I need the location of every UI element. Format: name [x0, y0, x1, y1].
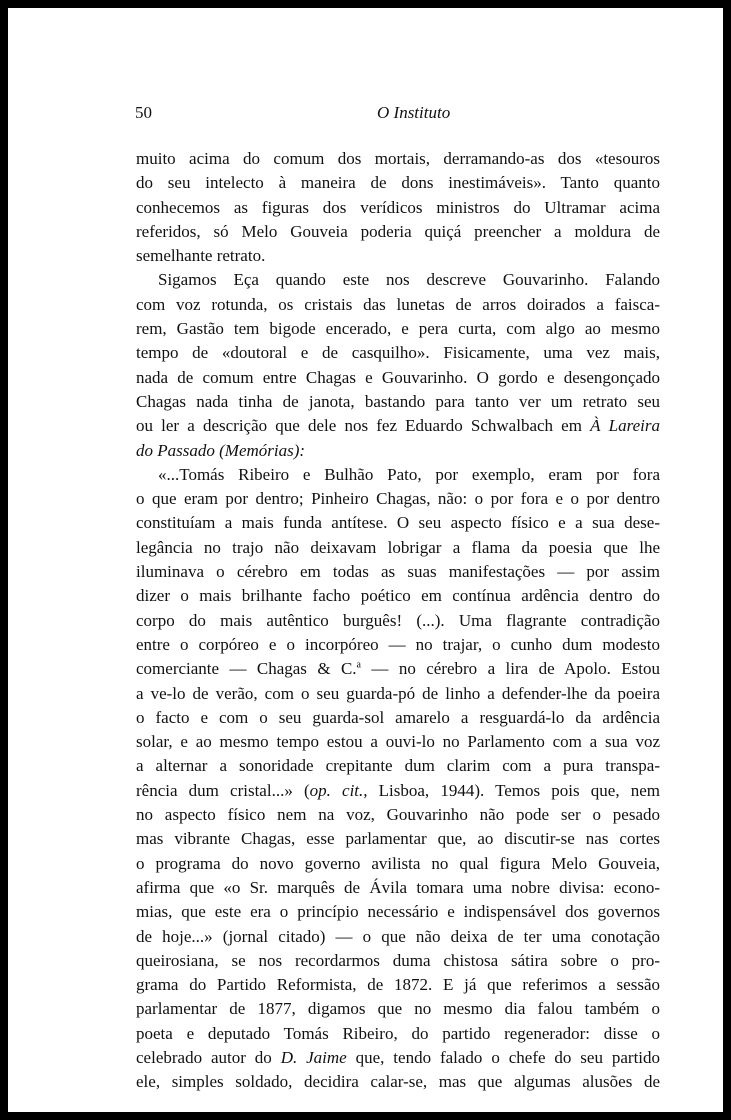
text-segment: ou ler a descrição que dele nos fez Eduardo Schwalbach em [136, 416, 582, 436]
text-segment: Lisboa, 1944). Temos pois que, nem [367, 780, 660, 800]
text-line: do seu intelecto à maneira de dons inestimáveis». Tanto quanto [136, 173, 660, 193]
text-line: do Passado (Memórias): [136, 440, 306, 460]
running-title: O Instituto [377, 103, 451, 122]
text-line: poeta e deputado Tomás Ribeiro, do partido regenerador: disse o [136, 1023, 660, 1043]
text-line: constituíam a mais funda antítese. O seu aspecto físico e a sua dese- [136, 513, 660, 533]
text-line: de hoje...» (jornal citado) — o que não deixa de ter uma conotação [136, 926, 660, 946]
text-line [136, 414, 660, 438]
text-line [136, 657, 660, 681]
page-header [135, 103, 659, 127]
text-segment: rência dum cristal...» ( [136, 780, 310, 800]
text-line: Chagas nada tinha de janota, bastando para tanto ver um retrato seu [136, 391, 660, 411]
citation: op. cit., [309, 780, 368, 800]
text-line [136, 779, 660, 803]
text-line: rem, Gastão tem bigode encerado, e pera curta, com algo ao mesmo [136, 319, 660, 339]
page [8, 8, 723, 1112]
text-line: legância no trajo não deixavam lobrigar a flama da poesia que lhe [136, 537, 660, 557]
text-line: solar, e ao mesmo tempo estou a ouvi-lo no Parlamento com a sua voz [136, 732, 660, 752]
text-segment: — no cérebro a lira de Apolo. Estou [361, 659, 660, 679]
text-line: a ve-lo de verão, com o seu guarda-pó de linho a defender-lhe da poeira [136, 683, 660, 703]
text-line: o programa do novo governo avilista no qual figura Melo Gouveia, [136, 853, 660, 873]
text-line: «...Tomás Ribeiro e Bulhão Pato, por exemplo, eram por fora [158, 464, 660, 484]
text-line: a alternar a sonoridade crepitante dum clarim com a pura transpa- [136, 756, 660, 776]
text-line: referidos, só Melo Gouveia poderia quiçá preencher a moldura de [136, 221, 660, 241]
text-segment: que, tendo falado o chefe do seu partido [346, 1047, 661, 1067]
text-segment: comerciante — Chagas & C. [136, 659, 357, 679]
text-line: afirma que «o Sr. marquês de Ávila tomara uma nobre divisa: econo- [136, 877, 660, 897]
text-line: conhecemos as figuras dos verídicos ministros do Ultramar acima [136, 197, 660, 217]
text-line: grama do Partido Reformista, de 1872. E já que referimos a sessão [136, 975, 660, 995]
superscript: a [356, 659, 361, 671]
text-line: semelhante retrato. [136, 246, 266, 266]
text-line: o que eram por dentro; Pinheiro Chagas, não: o por fora e o por dentro [136, 489, 660, 509]
text-line: corpo do mais autêntico burguês! (...). Uma flagrante contradição [136, 610, 660, 630]
text-line: queirosiana, se nos recordarmos duma chistosa sátira sobre o pro- [136, 950, 660, 970]
text-line: tempo de «doutoral e de casquilho». Fisicamente, uma vez mais, [136, 343, 660, 363]
text-line: entre o corpóreo e o incorpóreo — no trajar, o cunho dum modesto [136, 634, 660, 654]
book-title: À Lareira [590, 416, 661, 436]
text-segment: celebrado autor do [136, 1047, 272, 1067]
text-line: com voz rotunda, os cristais das lunetas de arros doirados a faisca- [136, 294, 660, 314]
text-line: iluminava o cérebro em todas as suas manifestações — por assim [136, 562, 660, 582]
text-line: mias, que este era o princípio necessário e indispensável dos governos [136, 902, 660, 922]
body-text [136, 147, 660, 1095]
text-line: ele, simples soldado, decidira calar-se, mas que algumas alusões de [136, 1072, 660, 1092]
book-title: D. Jaime [280, 1047, 347, 1067]
text-line: Sigamos Eça quando este nos descreve Gouvarinho. Falando [158, 270, 660, 290]
text-line: parlamentar de 1877, digamos que no mesmo dia falou também o [136, 999, 660, 1019]
text-line [136, 1046, 660, 1070]
page-number: 50 [135, 103, 152, 122]
text-line: mas vibrante Chagas, esse parlamentar que, ao discutir-se nas cortes [136, 829, 660, 849]
text-line: muito acima do comum dos mortais, derramando-as dos «tesouros [136, 149, 660, 168]
text-line: nada de comum entre Chagas e Gouvarinho. O gordo e desengonçado [136, 367, 660, 387]
text-line: o facto e com o seu guarda-sol amarelo a resguardá-lo da ardência [136, 707, 660, 727]
text-line: no aspecto físico nem na voz, Gouvarinho não pode ser o pesado [136, 805, 660, 825]
text-line: dizer o mais brilhante facho poético em contínua ardência dentro do [136, 586, 660, 606]
